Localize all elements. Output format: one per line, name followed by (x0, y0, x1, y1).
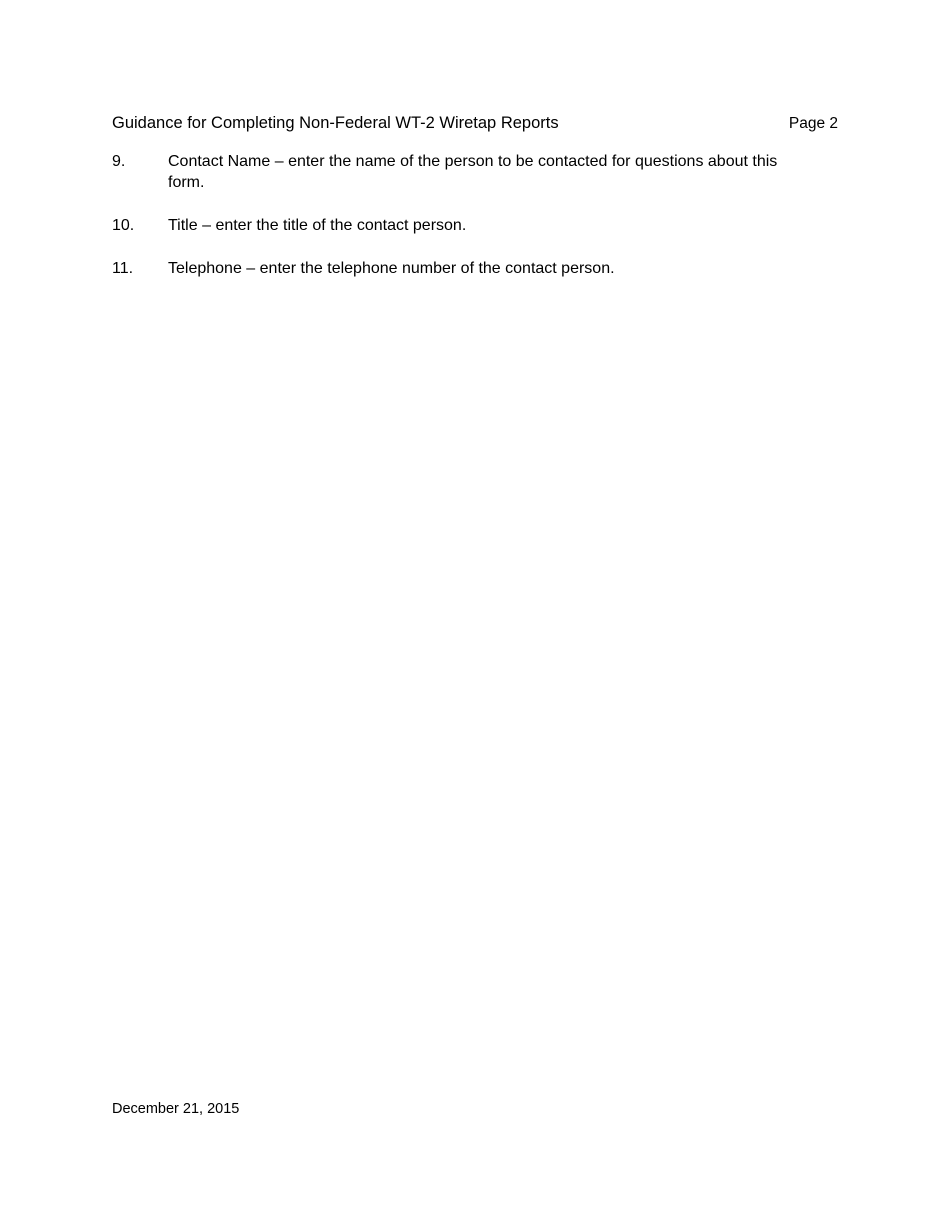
footer-date: December 21, 2015 (112, 1101, 240, 1117)
list-item-number: 11. (112, 260, 134, 277)
list-item-dash: – (246, 260, 260, 277)
list-item-term: Telephone (168, 260, 242, 277)
list-item (112, 215, 838, 236)
list-item-number: 10. (112, 217, 135, 234)
list-item-term: Contact Name (168, 153, 271, 170)
numbered-list (112, 151, 838, 301)
list-item-description: enter the name of the person to be contacted for questions about this form. (168, 153, 778, 191)
list-item-description: enter the title of the contact person. (215, 217, 467, 234)
list-item (112, 151, 838, 193)
header-title: Guidance for Completing Non-Federal WT-2 Wiretap Reports (112, 114, 559, 132)
list-item-dash: – (202, 217, 216, 234)
list-item-text (168, 151, 808, 193)
page-number: Page 2 (788, 115, 838, 132)
list-item-number: 9. (112, 153, 126, 170)
list-item (112, 258, 838, 279)
list-item-text (168, 258, 808, 279)
list-item-text (168, 215, 808, 236)
list-item-description: enter the telephone number of the contact person. (259, 260, 615, 277)
list-item-term: Title (168, 217, 198, 234)
page-header (112, 112, 838, 134)
list-item-dash: – (274, 153, 289, 170)
